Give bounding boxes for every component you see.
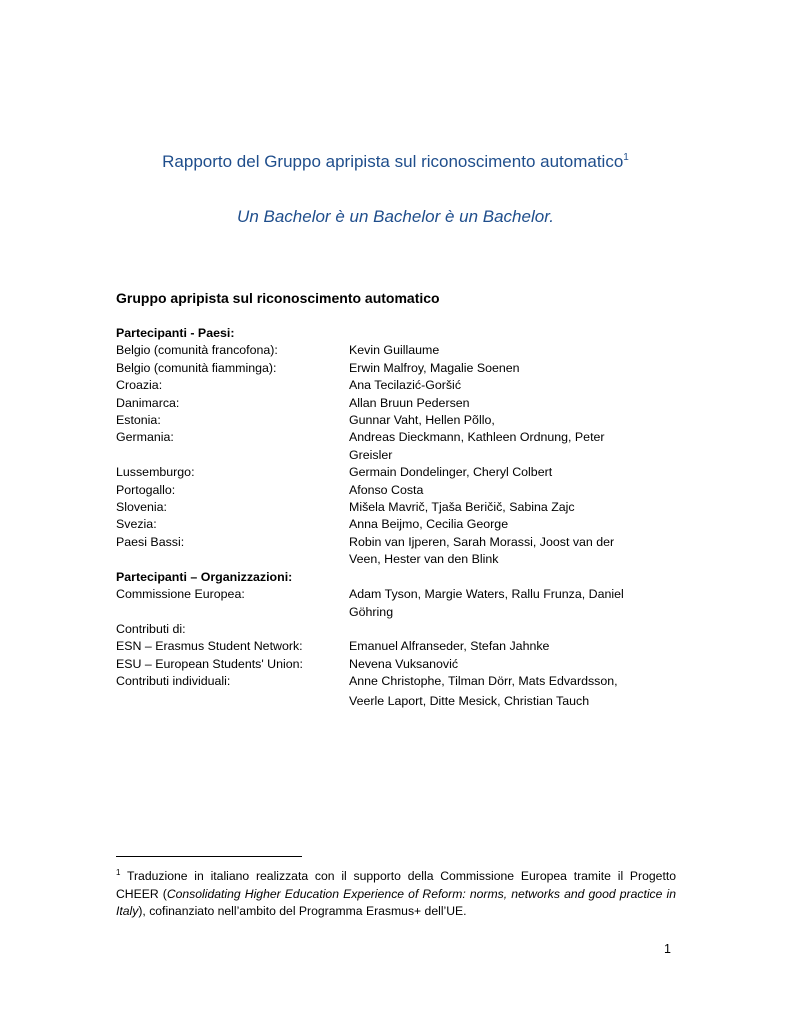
row-esu bbox=[116, 656, 676, 673]
row-heading-organizations bbox=[116, 569, 676, 586]
row-sweden bbox=[116, 516, 676, 533]
footnote-marker: 1 bbox=[116, 868, 121, 877]
row-label: Contributi individuali: bbox=[116, 674, 231, 689]
row-value: Gunnar Vaht, Hellen Põllo, bbox=[349, 413, 495, 428]
row-value: Erwin Malfroy, Magalie Soenen bbox=[349, 360, 520, 375]
row-label: Lussemburgo: bbox=[116, 465, 195, 480]
row-value: Anna Beijmo, Cecilia George bbox=[349, 517, 509, 532]
participants-list bbox=[116, 325, 676, 710]
row-value: Nevena Vuksanović bbox=[349, 656, 459, 671]
row-belgium-fl bbox=[116, 360, 676, 377]
row-value bbox=[349, 569, 649, 586]
row-label: Danimarca: bbox=[116, 395, 180, 410]
row-belgium-fr bbox=[116, 342, 676, 359]
row-label: Estonia: bbox=[116, 413, 161, 428]
footnote-divider bbox=[116, 856, 302, 857]
row-label: Contributi di: bbox=[116, 621, 186, 636]
row-slovenia bbox=[116, 499, 676, 516]
row-value: Robin van Ijperen, Sarah Morassi, Joost van der Veen, Hester van den Blink bbox=[349, 534, 615, 567]
row-value: Allan Bruun Pedersen bbox=[349, 395, 470, 410]
row-european-commission bbox=[116, 586, 676, 621]
row-value: Mišela Mavrič, Tjaša Beričič, Sabina Zajc bbox=[349, 500, 575, 515]
section-heading: Gruppo apripista sul riconoscimento automatico bbox=[116, 290, 440, 306]
row-esn bbox=[116, 638, 676, 655]
row-label: Belgio (comunità francofona): bbox=[116, 343, 278, 358]
row-heading-countries bbox=[116, 325, 676, 342]
row-value: Andreas Dieckmann, Kathleen Ordnung, Peter Greisler bbox=[349, 430, 605, 462]
row-label: ESN – Erasmus Student Network: bbox=[116, 639, 303, 654]
row-value: Adam Tyson, Margie Waters, Rallu Frunza, Daniel Göhring bbox=[349, 587, 624, 619]
row-label bbox=[116, 693, 349, 710]
row-denmark bbox=[116, 395, 676, 412]
row-value: Ana Tecilazić-Goršić bbox=[349, 378, 462, 393]
row-germany bbox=[116, 429, 676, 464]
row-label: Partecipanti – Organizzazioni: bbox=[116, 569, 293, 584]
document-subtitle: Un Bachelor è un Bachelor è un Bachelor. bbox=[237, 207, 554, 226]
row-individual-contributions bbox=[116, 673, 676, 690]
page-number: 1 bbox=[664, 942, 671, 956]
row-label: Belgio (comunità fiamminga): bbox=[116, 360, 277, 375]
row-value: Emanuel Alfranseder, Stefan Jahnke bbox=[349, 639, 550, 654]
row-value: Kevin Guillaume bbox=[349, 343, 440, 358]
row-label: Svezia: bbox=[116, 517, 157, 532]
row-portugal bbox=[116, 482, 676, 499]
row-individual-contributions-cont bbox=[116, 693, 676, 710]
row-value: Veerle Laport, Ditte Mesick, Christian Tauch bbox=[349, 693, 590, 708]
document-title: Rapporto del Gruppo apripista sul riconoscimento automatico$^1$ bbox=[162, 152, 629, 171]
row-croatia bbox=[116, 377, 676, 394]
title-footnote-marker: 1 bbox=[623, 152, 629, 163]
row-netherlands bbox=[116, 534, 676, 569]
row-label: Paesi Bassi: bbox=[116, 534, 185, 549]
row-label: Portogallo: bbox=[116, 482, 176, 497]
row-label: Slovenia: bbox=[116, 500, 167, 515]
row-value: Afonso Costa bbox=[349, 482, 424, 497]
row-label: Germania: bbox=[116, 430, 174, 445]
row-luxembourg bbox=[116, 464, 676, 481]
row-value bbox=[349, 325, 649, 342]
footnote-text-2: ), cofinanziato nell’ambito del Programma Erasmus+ dell’UE. bbox=[138, 904, 467, 918]
row-value: Germain Dondelinger, Cheryl Colbert bbox=[349, 465, 553, 480]
row-estonia bbox=[116, 412, 676, 429]
row-contributions bbox=[116, 621, 676, 638]
footnote-text-1: Traduzione in italiano realizzata con il supporto della Commissione Europea tramite il Progetto CHEER ( bbox=[116, 869, 676, 901]
row-label: ESU – European Students' Union: bbox=[116, 656, 303, 671]
row-value bbox=[349, 621, 649, 638]
row-label: Croazia: bbox=[116, 378, 163, 393]
footnote-text-italic: Consolidating Higher Education Experience of Reform: norms, networks and good practice in Italy bbox=[116, 886, 676, 918]
row-label: Partecipanti - Paesi: bbox=[116, 326, 235, 340]
footnote bbox=[116, 864, 676, 921]
row-value: Anne Christophe, Tilman Dörr, Mats Edvardsson, bbox=[349, 674, 618, 689]
row-label: Commissione Europea: bbox=[116, 587, 245, 602]
